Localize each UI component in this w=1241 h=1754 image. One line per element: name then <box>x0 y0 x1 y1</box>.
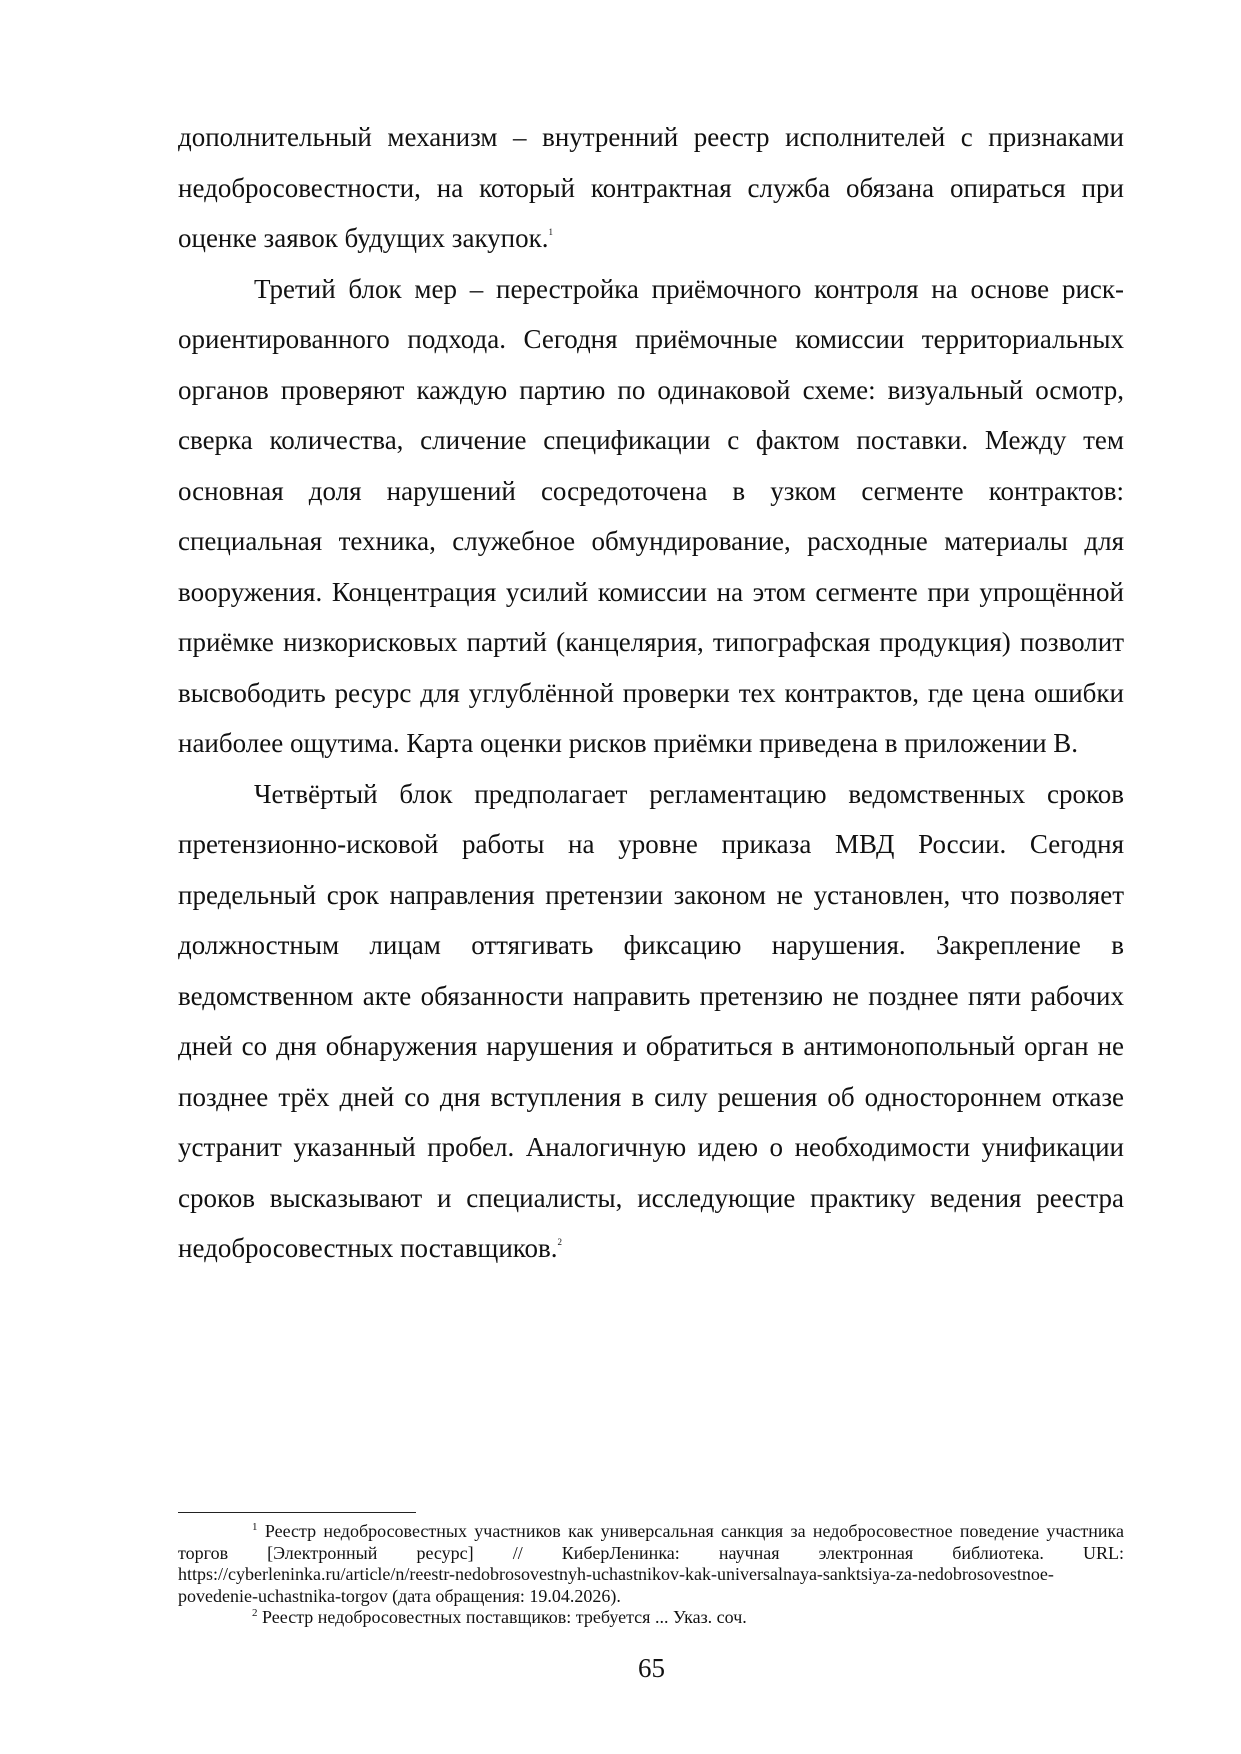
footnote-separator <box>178 1512 416 1513</box>
footnote <box>178 1607 1124 1629</box>
footnotes <box>178 1521 1124 1629</box>
paragraph-continuation <box>178 112 1124 264</box>
paragraph-text: Третий блок мер – перестройка приёмочного контроля на основе риск-ориентированного подхода. Сегодня приёмочные комиссии территориальных органов проверяют каждую партию по одинаковой схеме: визуальный осмотр, сверка количества, сличение спецификации с фактом поставки. Между тем основная доля нарушений сосредоточена в узком сегменте контрактов: специальная техника, служебное обмундирование, расходные материалы для вооружения. Концентрация усилий комиссии на этом сегменте при упрощённой приёмке низкорисковых партий (канцелярия, типографская продукция) позволит высвободить ресурс для углублённой проверки тех контрактов, где цена ошибки наиболее ощутима. Карта оценки рисков приёмки приведена в приложении В. <box>178 273 1124 758</box>
paragraph-text: дополнительный механизм – внутренний реестр исполнителей с признаками недобросовестности, на который контрактная служба обязана опираться при оценке заявок будущих закупок. <box>178 122 1124 253</box>
footnote <box>178 1521 1124 1607</box>
footnote-reference[interactable]: 2 <box>557 1237 563 1247</box>
footnote-mark: 1 <box>252 1521 258 1533</box>
paragraph <box>178 264 1124 769</box>
main-text <box>178 112 1124 1274</box>
footnote-reference[interactable]: 1 <box>548 227 553 237</box>
footnote-text: Реестр недобросовестных поставщиков: требуется ... Указ. соч. <box>262 1607 747 1627</box>
footnote-text: Реестр недобросовестных участников как универсальная санкция за недобросовестное поведение участника торгов [Электронный ресурс] // КиберЛенинка: научная электронная библиотека. URL: https://cyberleninka.ru/article/n/reestr-nedobrosovestnyh-uchastnikov-kak-universalnaya-sanktsiya-za-nedobrosovestnoe-povedenie-uchastnika-torgov (дата обращения: 19.04.2026). <box>178 1521 1125 1606</box>
paragraph <box>178 769 1124 1274</box>
page-number: 65 <box>638 1653 665 1683</box>
paragraph-text: Четвёртый блок предполагает регламентацию ведомственных сроков претензионно-исковой работы на уровне приказа МВД России. Сегодня предельный срок направления претензии законом не установлен, что позволяет должностным лицам оттягивать фиксацию нарушения. Закрепление в ведомственном акте обязанности направить претензию не позднее пяти рабочих дней со дня обнаружения нарушения и обратиться в антимонопольный орган не позднее трёх дней со дня вступления в силу решения об одностороннем отказе устранит указанный пробел. Аналогичную идею о необходимости унификации сроков высказывают и специалисты, исследующие практику ведения реестра недобросовестных поставщиков. <box>178 778 1124 1263</box>
footnote-mark: 2 <box>252 1607 258 1619</box>
